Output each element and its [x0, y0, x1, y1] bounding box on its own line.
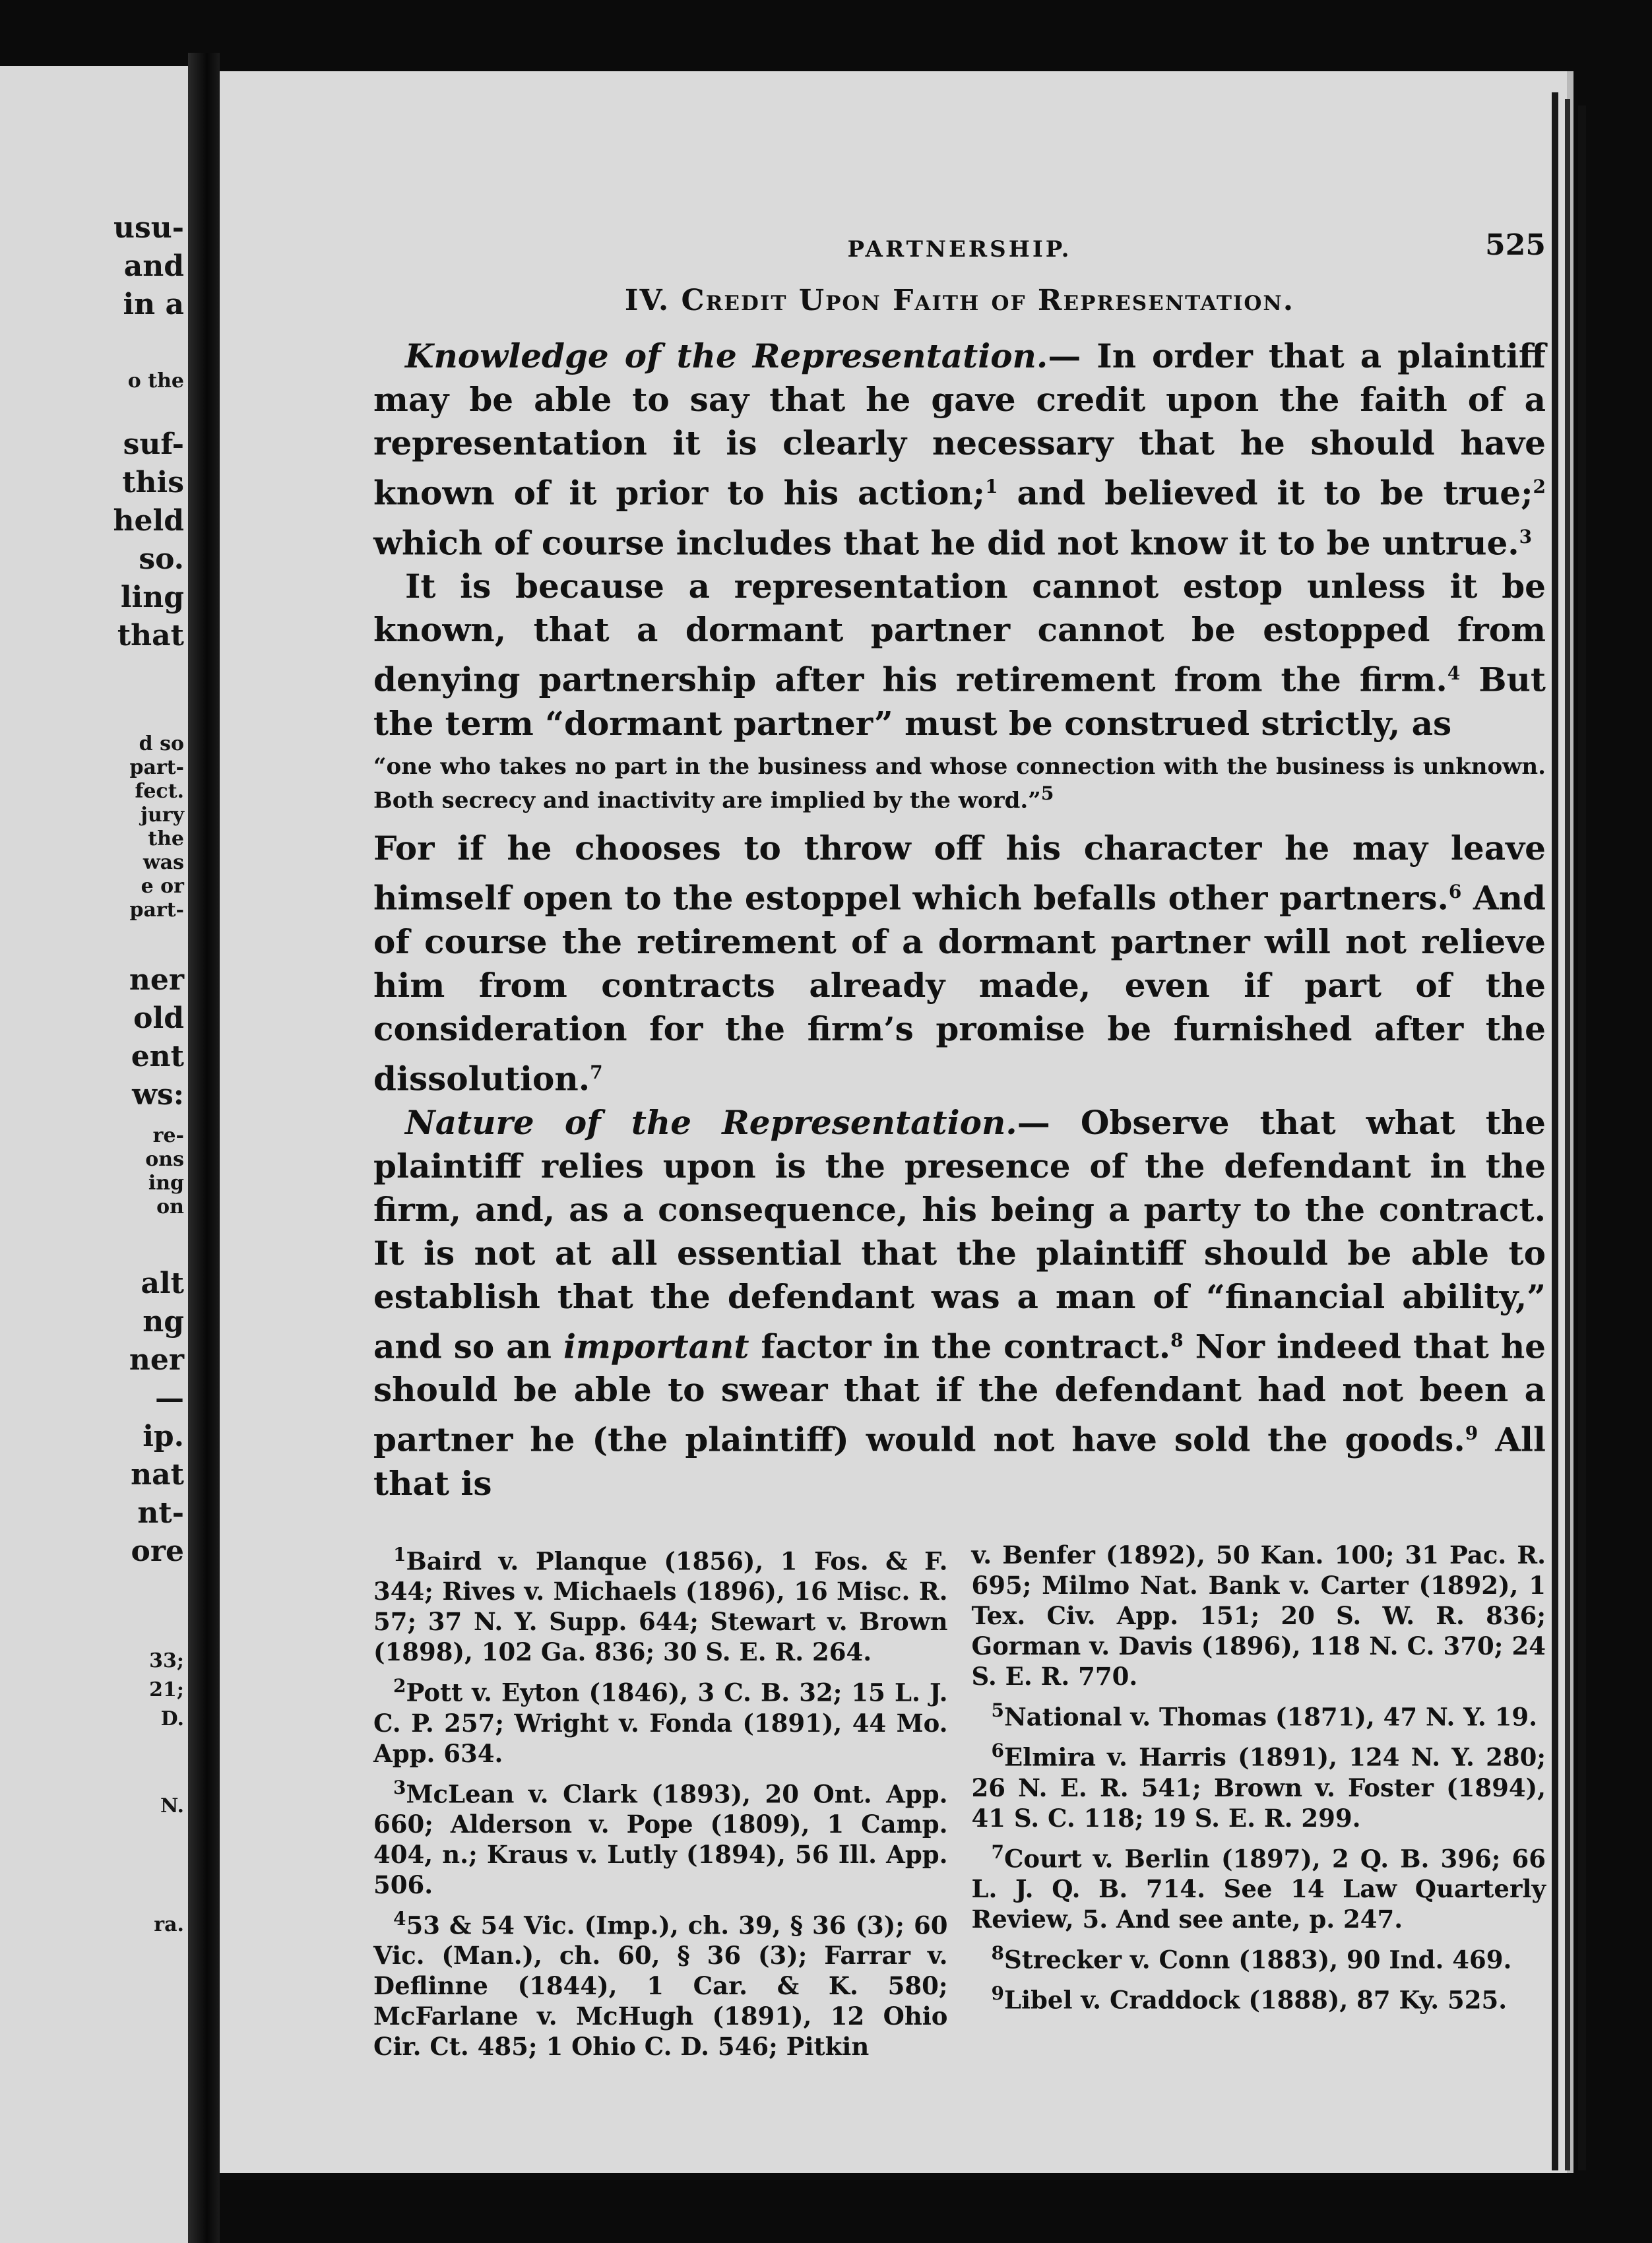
- facing-page-text: ing: [148, 1172, 184, 1195]
- paragraph-text: And of course the retirement of a dormant partner will not relieve him from contracts already made, even if part of the consideration for the firm’s promise be furnished after the dissolution.: [373, 878, 1546, 1098]
- facing-page-text: that: [117, 619, 184, 652]
- footnote: [972, 1837, 1546, 1934]
- block-quote: [373, 753, 1546, 813]
- facing-page-text: d so: [139, 732, 184, 755]
- facing-page-text: old: [133, 1001, 184, 1035]
- page-edge: [1578, 106, 1586, 2170]
- facing-page-text: suf-: [123, 427, 184, 461]
- footnotes-left-column: [373, 1540, 948, 2066]
- footnote: [373, 1904, 948, 2062]
- footnote: [972, 1736, 1546, 1833]
- footnote-number: 1: [393, 1543, 406, 1565]
- facing-page-text: ng: [143, 1305, 184, 1339]
- footnote-ref: 3: [1519, 525, 1533, 548]
- footnote-text: Strecker v. Conn (1883), 90 Ind. 469.: [1003, 1945, 1512, 1974]
- quote-text: “one who takes no part in the business and whose connection with the business is unknown. Both secrecy and inactivity are implied by the word.”: [373, 753, 1546, 814]
- paragraph-dormant-partner: [373, 565, 1546, 745]
- paragraph-text: which of course includes that he did not know it to be untrue.: [373, 523, 1519, 563]
- book-gutter: [188, 53, 220, 2243]
- paragraph-text: — In order that a plaintiff may be able to say that he gave credit upon the faith of a representation it is clearly necessary that he should have known of it prior to his action;: [373, 336, 1546, 513]
- facing-page-text: on: [156, 1195, 184, 1218]
- footnote-ref: 2: [1533, 476, 1546, 497]
- footnote-number: 3: [393, 1776, 406, 1798]
- facing-page-text: ws:: [132, 1078, 184, 1112]
- facing-page-text: nat: [131, 1458, 184, 1492]
- paragraph-nature: [373, 1101, 1546, 1505]
- footnote-ref: 5: [1040, 781, 1054, 804]
- facing-page-text: 21;: [149, 1678, 184, 1701]
- paragraph-lead: Knowledge of the Representation.: [405, 336, 1048, 375]
- paragraph-text: factor in the contract.: [749, 1327, 1171, 1366]
- footnote-text: Pott v. Eyton (1846), 3 C. B. 32; 15 L. J. C. P. 257; Wright v. Fonda (1891), 44 Mo. App. 634.: [373, 1678, 948, 1768]
- facing-page-text: and: [123, 249, 184, 283]
- facing-page-text: ip.: [143, 1420, 184, 1453]
- footnote-number: 6: [991, 1740, 1004, 1762]
- facing-page-text: the: [148, 827, 184, 850]
- facing-page-text: so.: [139, 542, 184, 576]
- facing-page-text: ner: [129, 963, 184, 997]
- page-edge: [1565, 99, 1570, 2170]
- facing-page-text: ore: [131, 1534, 184, 1568]
- footnote-ref: 8: [1170, 1329, 1184, 1351]
- facing-page-text: D.: [160, 1707, 184, 1730]
- footnotes: [373, 1540, 1546, 2066]
- paragraph-text: Nor indeed that he should be able to swear that if the defendant had not been a partner he (the plaintiff) would not have sold the goods.: [373, 1327, 1546, 1459]
- facing-page-text: ons: [145, 1148, 184, 1171]
- footnote: [972, 1978, 1546, 2015]
- facing-page-text: —: [155, 1381, 184, 1415]
- footnote-text: Court v. Berlin (1897), 2 Q. B. 396; 66 L. J. Q. B. 714. See 14 Law Quarterly Review, 5. And see ante, p. 247.: [971, 1843, 1546, 1934]
- footnote: [972, 1695, 1546, 1732]
- facing-page-fragment: [0, 66, 188, 2243]
- running-title: PARTNERSHIP.: [847, 236, 1072, 263]
- footnote-text: Libel v. Craddock (1888), 87 Ky. 525.: [1003, 1985, 1508, 2015]
- facing-page-text: ent: [131, 1040, 184, 1073]
- paragraph-lead: Nature of the Representation.: [405, 1102, 1017, 1142]
- facing-page-text: usu-: [113, 211, 184, 245]
- footnote-ref: 1: [985, 476, 998, 497]
- footnote-text: Elmira v. Harris (1891), 124 N. Y. 280; 26 N. E. R. 541; Brown v. Foster (1894), 41 S. C. 118; 19 S. E. R. 299.: [971, 1742, 1546, 1833]
- facing-page-text: held: [113, 504, 184, 538]
- paragraph-text: It is because a representation cannot estop unless it be known, that a dormant partner cannot be estopped from denying partnership after his retirement from the firm.: [373, 567, 1546, 699]
- paragraph-continuation: [373, 827, 1546, 1100]
- footnote-number: 2: [393, 1675, 406, 1697]
- facing-page-text: part-: [129, 756, 184, 779]
- paragraph-text: — Observe that what the plaintiff relies upon is the presence of the defendant in the firm, and, as a consequence, his being a party to the contract. It is not at all essential that the plaintiff should be able to establish that the defendant was a man of “financial ability,” and so an: [373, 1102, 1546, 1366]
- paragraph-text: But the term “dormant partner” must be construed strictly, as: [373, 660, 1546, 743]
- facing-page-text: ner: [129, 1343, 184, 1377]
- page-number: 525: [1485, 228, 1546, 262]
- section-heading: IV. Credit Upon Faith of Representation.: [624, 284, 1295, 317]
- footnote: [373, 1540, 948, 1667]
- facing-page-text: 33;: [149, 1649, 184, 1672]
- footnote-text: National v. Thomas (1871), 47 N. Y. 19.: [1003, 1702, 1538, 1732]
- paragraph-text: All that is: [373, 1420, 1546, 1503]
- facing-page-text: in a: [123, 288, 184, 321]
- facing-page-text: jury: [141, 804, 184, 827]
- footnote-number: 8: [991, 1942, 1004, 1964]
- footnote-ref: 4: [1447, 662, 1461, 685]
- footnote: [373, 1773, 948, 1900]
- footnote-number: 9: [991, 1982, 1004, 2005]
- facing-page-text: part-: [129, 899, 184, 922]
- footnote-number: 7: [991, 1841, 1004, 1863]
- footnote-number: 4: [393, 1907, 406, 1930]
- footnote-text: McLean v. Clark (1893), 20 Ont. App. 660; Alderson v. Pope (1809), 1 Camp. 404, n.; Kraus v. Lutly (1894), 56 Ill. App. 506.: [373, 1779, 948, 1899]
- page-edge: [1552, 92, 1558, 2170]
- book-page: [220, 71, 1573, 2173]
- footnote-number: 5: [991, 1699, 1004, 1721]
- paragraph-text: and believed it to be true;: [998, 473, 1533, 513]
- facing-page-text: e or: [141, 875, 184, 898]
- footnote-ref: 6: [1448, 881, 1462, 903]
- page-content: [373, 223, 1546, 2066]
- facing-page-text: re-: [152, 1124, 184, 1147]
- facing-page-text: fect.: [135, 780, 184, 803]
- facing-page-text: o the: [127, 369, 184, 393]
- facing-page-text: ling: [120, 581, 184, 614]
- footnote-text: 53 & 54 Vic. (Imp.), ch. 39, § 36 (3); 60 Vic. (Man.), ch. 60, § 36 (3); Farrar v. Deflinne (1844), 1 Car. & K. 580; McFarlane v. McHugh (1891), 12 Ohio Cir. Ct. 485; 1 Ohio C. D. 546; Pitkin: [373, 1911, 948, 2062]
- footnotes-right-column: [972, 1540, 1546, 2066]
- paragraph-knowledge: [373, 334, 1546, 565]
- running-head: [373, 223, 1546, 276]
- facing-page-text: this: [122, 466, 184, 499]
- paragraph-text: For if he chooses to throw off his character he may leave himself open to the estoppel which befalls other partners.: [373, 829, 1546, 918]
- facing-page-text: nt-: [137, 1496, 184, 1530]
- italic-word: important: [563, 1327, 749, 1366]
- footnote: [972, 1938, 1546, 1974]
- facing-page-text: was: [143, 851, 184, 874]
- facing-page-text: ra.: [154, 1913, 184, 1936]
- footnote-ref: 9: [1465, 1422, 1478, 1445]
- facing-page-text: N.: [160, 1794, 184, 1817]
- footnote-ref: 7: [590, 1061, 603, 1083]
- facing-page-text: alt: [141, 1267, 184, 1300]
- footnote-text: Baird v. Planque (1856), 1 Fos. & F. 344; Rives v. Michaels (1896), 16 Misc. R. 57; 37 N. Y. Supp. 644; Stewart v. Brown (1898), 102 Ga. 836; 30 S. E. R. 264.: [373, 1546, 948, 1667]
- footnote-continuation: v. Benfer (1892), 50 Kan. 100; 31 Pac. R. 695; Milmo Nat. Bank v. Carter (1892), 1 Tex. Civ. App. 151; 20 S. W. R. 836; Gorman v. Davis (1896), 118 N. C. 370; 24 S. E. R. 770.: [971, 1540, 1546, 1691]
- footnote: [373, 1671, 948, 1768]
